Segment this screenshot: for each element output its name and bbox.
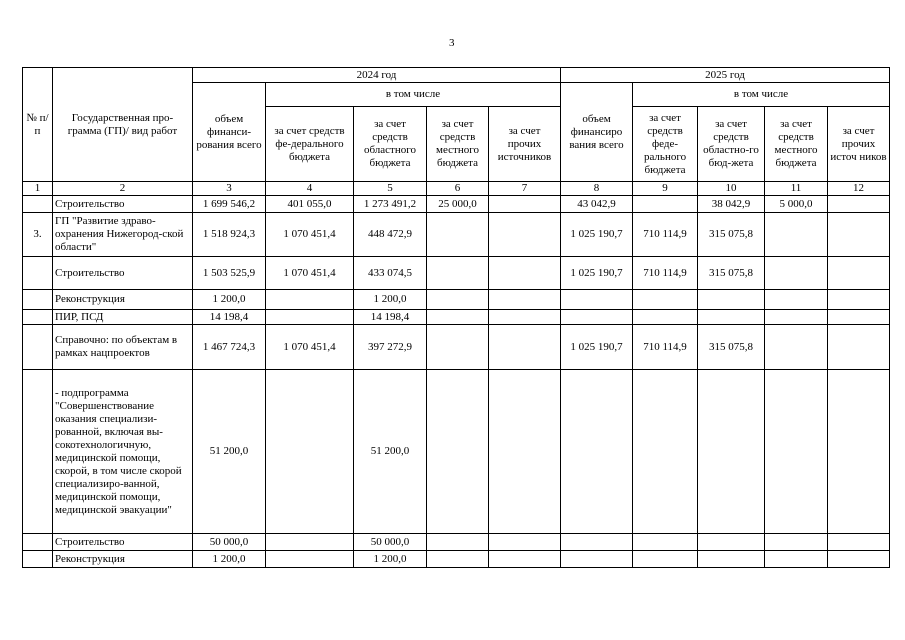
cell-loc-2024 <box>427 534 489 551</box>
column-number: 11 <box>765 182 828 196</box>
cell-loc-2025 <box>765 257 828 290</box>
cell-oth-2025 <box>828 257 890 290</box>
cell-loc-2025 <box>765 290 828 310</box>
cell-fed-2024 <box>266 290 354 310</box>
row-no <box>23 196 53 213</box>
cell-reg-2025 <box>698 310 765 325</box>
column-number: 4 <box>266 182 354 196</box>
header-fed-2024: за счет средств фе-дерального бюджета <box>266 107 354 182</box>
cell-fed-2024: 1 070 451,4 <box>266 213 354 257</box>
cell-fed-2025 <box>633 196 698 213</box>
cell-reg-2024: 50 000,0 <box>354 534 427 551</box>
row-no: 3. <box>23 213 53 257</box>
table-row <box>23 213 890 257</box>
cell-fed-2025 <box>633 370 698 534</box>
cell-reg-2025: 38 042,9 <box>698 196 765 213</box>
row-no <box>23 325 53 370</box>
row-name: Реконструкция <box>53 551 193 568</box>
cell-oth-2024 <box>489 213 561 257</box>
cell-total-2024: 1 200,0 <box>193 290 266 310</box>
row-name: - подпрограмма "Совершенствование оказания специализи-рованной, включая вы-сокотехнологичную, медицинской помощи, скорой, в том числе скорой специализиро-ванной, медицинской помощи, медицинской эвакуации" <box>53 370 193 534</box>
cell-fed-2025 <box>633 534 698 551</box>
cell-loc-2024 <box>427 370 489 534</box>
cell-reg-2024: 448 472,9 <box>354 213 427 257</box>
cell-fed-2024 <box>266 310 354 325</box>
cell-fed-2025: 710 114,9 <box>633 325 698 370</box>
row-no <box>23 290 53 310</box>
column-number: 10 <box>698 182 765 196</box>
row-name: ГП "Развитие здраво-охранения Нижегород-ской области" <box>53 213 193 257</box>
table-row <box>23 310 890 325</box>
cell-oth-2025 <box>828 534 890 551</box>
cell-total-2024: 1 200,0 <box>193 551 266 568</box>
cell-oth-2024 <box>489 257 561 290</box>
cell-oth-2025 <box>828 370 890 534</box>
column-number: 3 <box>193 182 266 196</box>
cell-oth-2025 <box>828 325 890 370</box>
cell-reg-2024: 1 200,0 <box>354 290 427 310</box>
cell-total-2025: 1 025 190,7 <box>561 325 633 370</box>
cell-reg-2024: 1 200,0 <box>354 551 427 568</box>
column-number: 2 <box>53 182 193 196</box>
cell-reg-2024: 433 074,5 <box>354 257 427 290</box>
header-program: Государственная про-грамма (ГП)/ вид работ <box>53 68 193 182</box>
table-row <box>23 370 890 534</box>
cell-oth-2024 <box>489 534 561 551</box>
header-total-2024: объем финанси-рования всего <box>193 83 266 182</box>
cell-total-2025: 1 025 190,7 <box>561 213 633 257</box>
cell-reg-2024: 1 273 491,2 <box>354 196 427 213</box>
header-loc-2025: за счет средств местного бюджета <box>765 107 828 182</box>
row-name: Справочно: по объектам в рамках нацпроектов <box>53 325 193 370</box>
cell-oth-2025 <box>828 290 890 310</box>
cell-loc-2024 <box>427 325 489 370</box>
row-name: Строительство <box>53 534 193 551</box>
table-row <box>23 325 890 370</box>
header-reg-2024: за счет средств областного бюджета <box>354 107 427 182</box>
financing-table <box>22 67 890 568</box>
cell-loc-2025 <box>765 213 828 257</box>
row-name: ПИР, ПСД <box>53 310 193 325</box>
cell-total-2024: 50 000,0 <box>193 534 266 551</box>
cell-fed-2024: 1 070 451,4 <box>266 257 354 290</box>
cell-oth-2024 <box>489 551 561 568</box>
header-total-2025: объем финансиро вания всего <box>561 83 633 182</box>
cell-fed-2025: 710 114,9 <box>633 257 698 290</box>
cell-fed-2024 <box>266 534 354 551</box>
cell-fed-2024: 1 070 451,4 <box>266 325 354 370</box>
row-name: Строительство <box>53 196 193 213</box>
cell-loc-2025 <box>765 325 828 370</box>
cell-loc-2025: 5 000,0 <box>765 196 828 213</box>
cell-reg-2025 <box>698 534 765 551</box>
cell-total-2024: 14 198,4 <box>193 310 266 325</box>
cell-reg-2024: 397 272,9 <box>354 325 427 370</box>
cell-reg-2025 <box>698 370 765 534</box>
cell-fed-2025 <box>633 551 698 568</box>
header-fed-2025: за счет средств феде-рального бюджета <box>633 107 698 182</box>
cell-loc-2025 <box>765 370 828 534</box>
cell-oth-2024 <box>489 310 561 325</box>
cell-total-2025 <box>561 551 633 568</box>
cell-oth-2024 <box>489 370 561 534</box>
cell-loc-2024 <box>427 257 489 290</box>
header-no: № п/п <box>23 68 53 182</box>
cell-total-2024: 1 503 525,9 <box>193 257 266 290</box>
header-row-years <box>23 68 890 83</box>
cell-oth-2025 <box>828 196 890 213</box>
table-row <box>23 196 890 213</box>
cell-reg-2024: 51 200,0 <box>354 370 427 534</box>
cell-fed-2024 <box>266 551 354 568</box>
column-number: 12 <box>828 182 890 196</box>
header-including-2025: в том числе <box>633 83 890 107</box>
cell-fed-2024 <box>266 370 354 534</box>
cell-fed-2024: 401 055,0 <box>266 196 354 213</box>
cell-total-2025 <box>561 370 633 534</box>
cell-loc-2024 <box>427 290 489 310</box>
cell-oth-2025 <box>828 213 890 257</box>
cell-loc-2024 <box>427 310 489 325</box>
cell-reg-2025 <box>698 551 765 568</box>
cell-oth-2024 <box>489 196 561 213</box>
cell-loc-2024 <box>427 551 489 568</box>
column-number: 9 <box>633 182 698 196</box>
cell-total-2024: 51 200,0 <box>193 370 266 534</box>
column-number: 5 <box>354 182 427 196</box>
cell-total-2025 <box>561 290 633 310</box>
cell-reg-2025: 315 075,8 <box>698 257 765 290</box>
header-year-2025: 2025 год <box>561 68 890 83</box>
cell-oth-2024 <box>489 325 561 370</box>
column-number: 7 <box>489 182 561 196</box>
cell-oth-2024 <box>489 290 561 310</box>
cell-fed-2025: 710 114,9 <box>633 213 698 257</box>
cell-fed-2025 <box>633 290 698 310</box>
cell-reg-2025 <box>698 290 765 310</box>
cell-reg-2024: 14 198,4 <box>354 310 427 325</box>
cell-total-2025: 1 025 190,7 <box>561 257 633 290</box>
table-row <box>23 257 890 290</box>
header-oth-2024: за счет прочих источников <box>489 107 561 182</box>
header-loc-2024: за счет средств местного бюджета <box>427 107 489 182</box>
page-number: 3 <box>449 37 455 49</box>
header-year-2024: 2024 год <box>193 68 561 83</box>
row-no <box>23 370 53 534</box>
header-oth-2025: за счет прочих источ ников <box>828 107 890 182</box>
table-row <box>23 551 890 568</box>
cell-total-2024: 1 518 924,3 <box>193 213 266 257</box>
cell-total-2024: 1 467 724,3 <box>193 325 266 370</box>
cell-loc-2025 <box>765 534 828 551</box>
table-row <box>23 534 890 551</box>
cell-oth-2025 <box>828 310 890 325</box>
cell-total-2024: 1 699 546,2 <box>193 196 266 213</box>
cell-loc-2024 <box>427 213 489 257</box>
cell-total-2025 <box>561 310 633 325</box>
cell-loc-2025 <box>765 551 828 568</box>
column-number: 8 <box>561 182 633 196</box>
cell-oth-2025 <box>828 551 890 568</box>
cell-loc-2025 <box>765 310 828 325</box>
cell-total-2025: 43 042,9 <box>561 196 633 213</box>
column-number: 6 <box>427 182 489 196</box>
header-reg-2025: за счет средств областно-го бюд-жета <box>698 107 765 182</box>
header-including-2024: в том числе <box>266 83 561 107</box>
row-no <box>23 534 53 551</box>
cell-fed-2025 <box>633 310 698 325</box>
row-name: Реконструкция <box>53 290 193 310</box>
cell-reg-2025: 315 075,8 <box>698 213 765 257</box>
cell-loc-2024: 25 000,0 <box>427 196 489 213</box>
table-row <box>23 290 890 310</box>
column-number-row <box>23 182 890 196</box>
row-name: Строительство <box>53 257 193 290</box>
row-no <box>23 310 53 325</box>
cell-total-2025 <box>561 534 633 551</box>
row-no <box>23 257 53 290</box>
row-no <box>23 551 53 568</box>
cell-reg-2025: 315 075,8 <box>698 325 765 370</box>
column-number: 1 <box>23 182 53 196</box>
